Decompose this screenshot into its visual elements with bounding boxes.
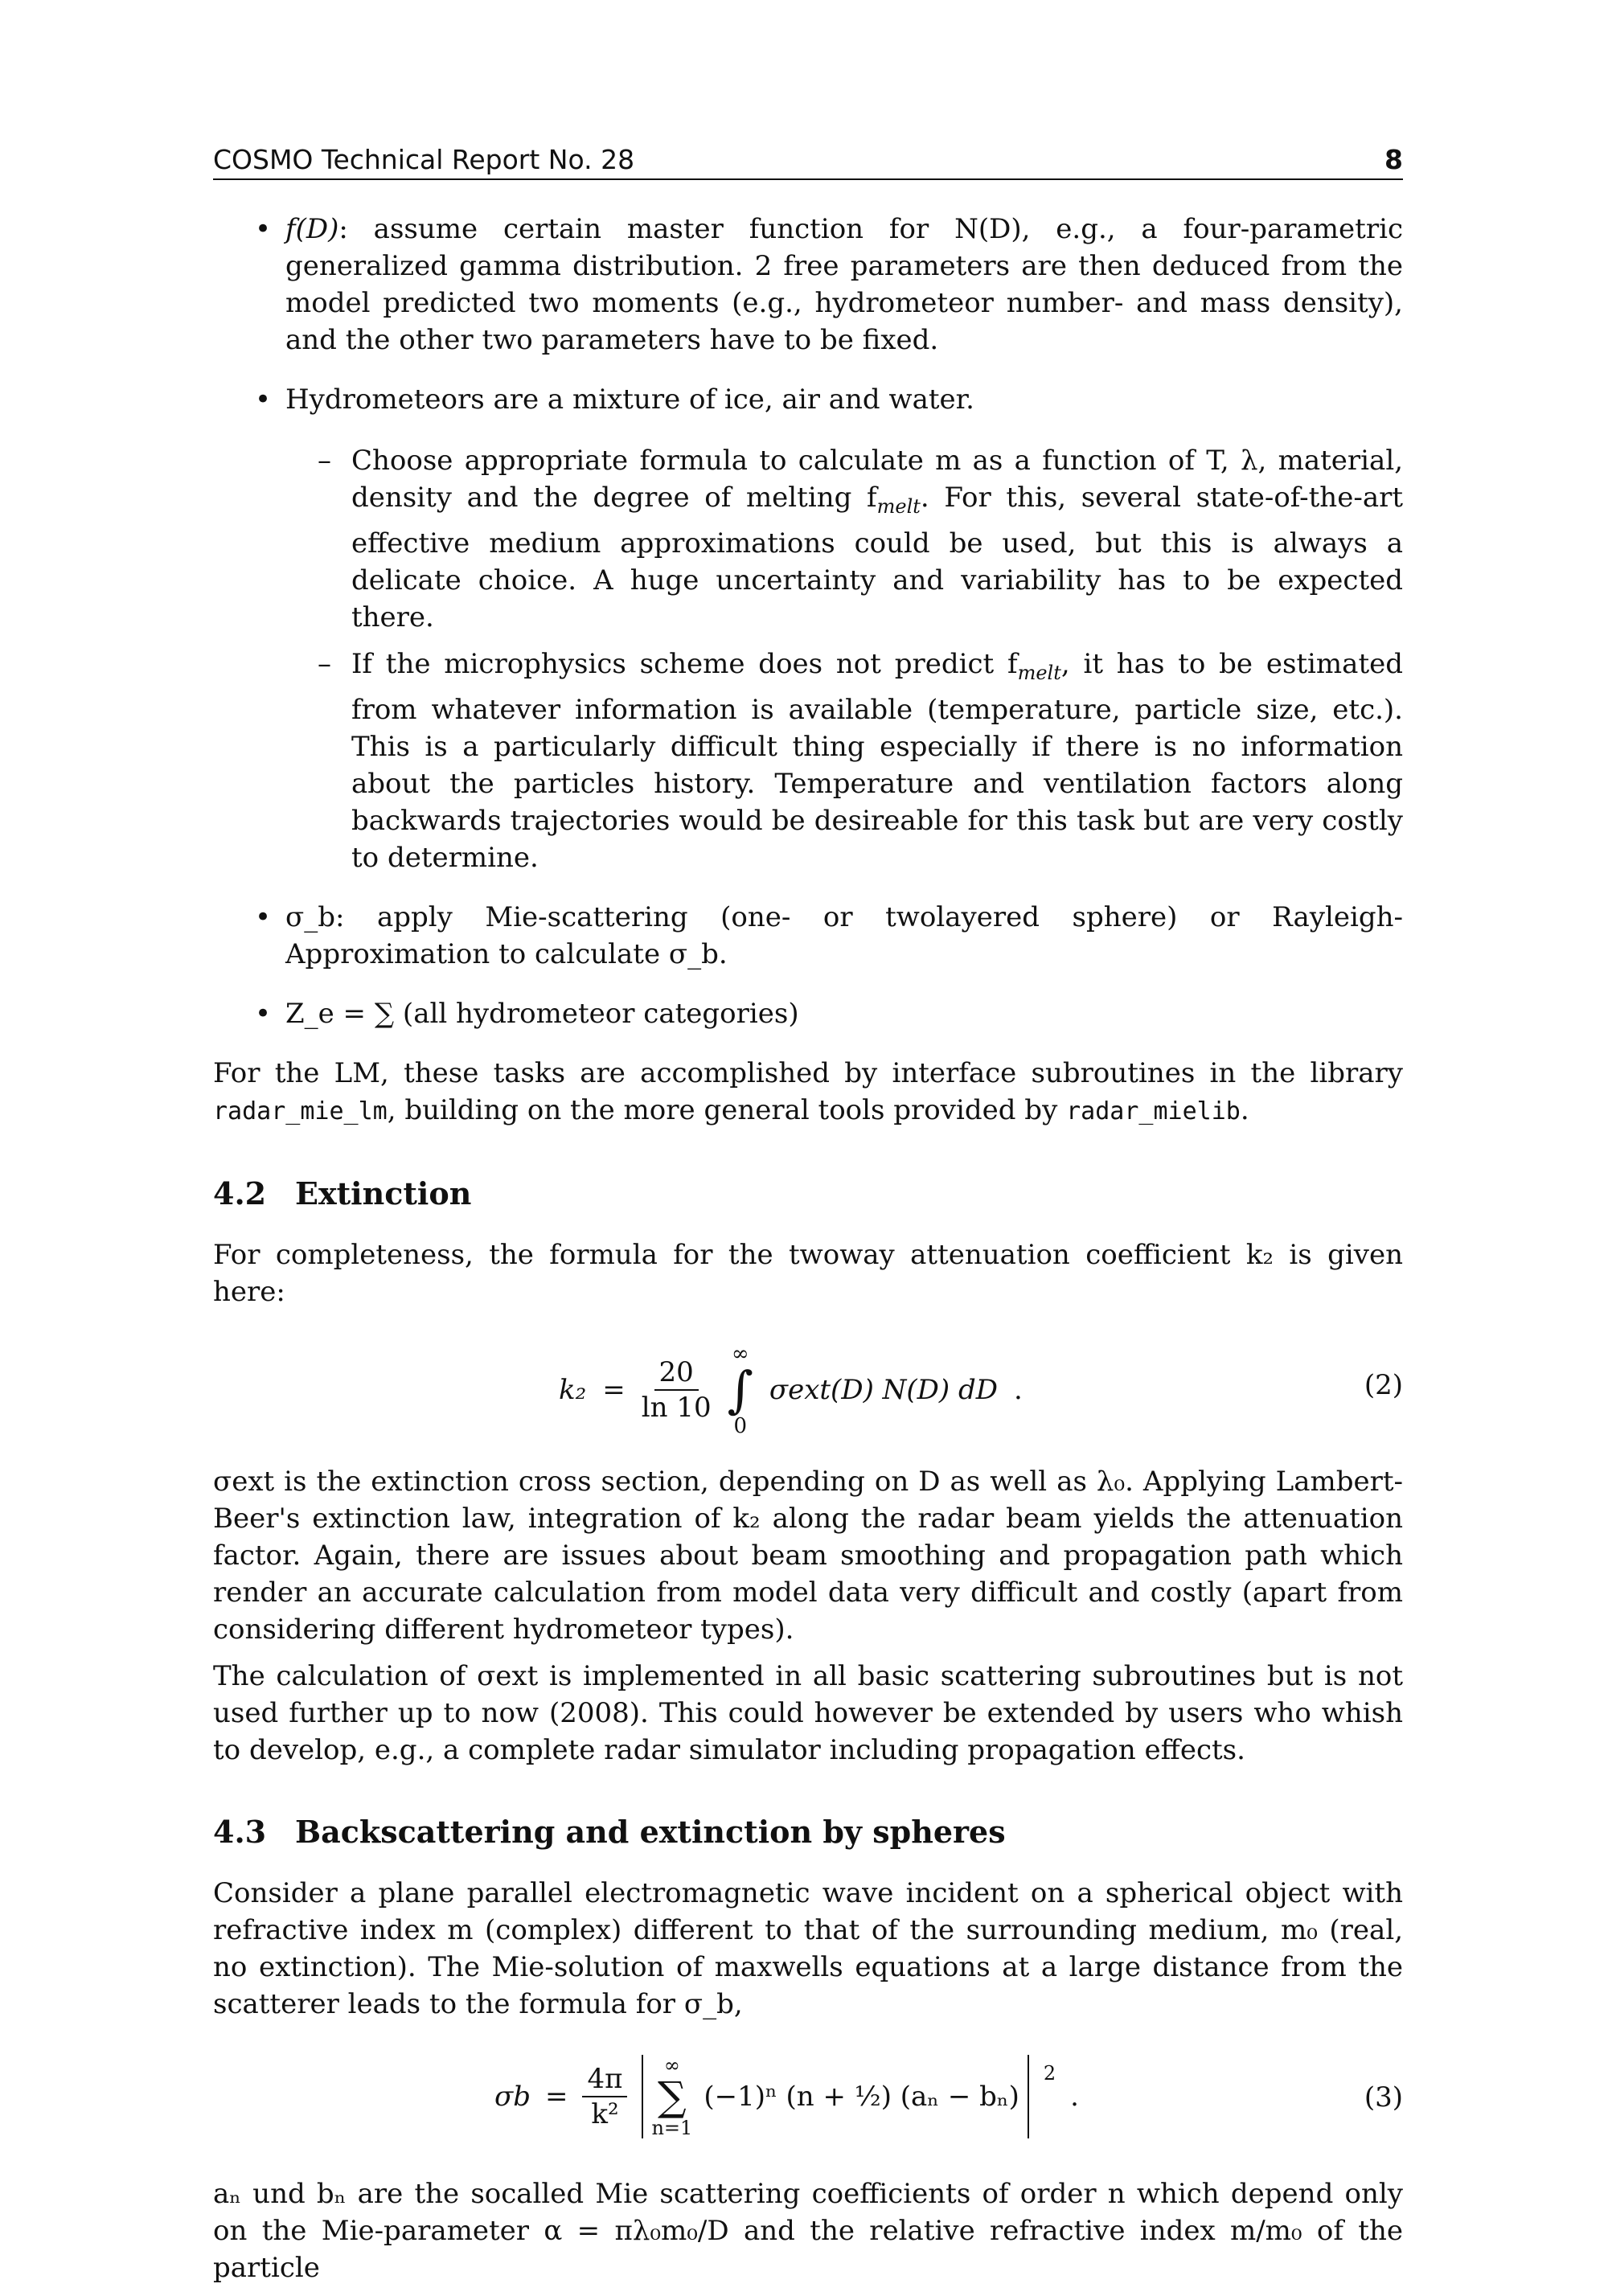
code-radar-mie-lm: radar_mie_lm xyxy=(213,1097,388,1125)
sub-list xyxy=(285,442,1403,876)
page-header xyxy=(213,141,1403,180)
equation-2: k₂ = $\frac{20}{\ln 10}$ ∞ ∫ 0 σext(D) N(D) dD . (2) xyxy=(559,1341,1403,1438)
bullet-item: • Hydrometeors are a mixture of ice, air and water. – Choose appropriate formula to calculate m as a function of T, λ, material, density and the degree of melting $f_{melt}$. For this, several state-of-the-art effective medium approximations could be used, but this is always a delicate choice. A huge uncertainty and variability has to be expected there. – If the microphysics scheme does not predict $f_{melt}$, it has to be estimated from whatever information is available (temperature, particle size, etc.). This is a particularly difficult thing especially if there is no information about the particles history. Temperature and ventilation factors along backwards trajectories would be desireable for this task but are very costly to determine. xyxy=(213,381,1403,876)
paragraph: aₙ und bₙ are the socalled Mie scattering coefficients of order n which depend only on the Mie-parameter α = πλ₀m₀/D and the relative refractive index m/m₀ of the particle xyxy=(213,2177,1403,2284)
bullet-list xyxy=(213,211,1403,1032)
bullet-item: • σ_b: apply Mie-scattering (one- or twolayered sphere) or Rayleigh-Approximation to calculate σ_b. xyxy=(213,899,1403,973)
dash-icon: – xyxy=(318,647,331,680)
paragraph: Consider a plane parallel electromagnetic wave incident on a spherical object with refractive index m (complex) different to that of the surrounding medium, m₀ (real, no extinction). The Mie-solution of maxwells equations at a large distance from the scatterer leads to the formula for σ_b, xyxy=(213,1876,1403,2020)
sum-sign: ∞ ∑ n=1 xyxy=(651,2053,693,2139)
section-heading-4-3: 4.3 Backscattering and extinction by spheres xyxy=(213,1813,1006,1850)
code-radar-mielib: radar_mielib xyxy=(1066,1097,1241,1125)
dash-icon: – xyxy=(318,445,331,477)
page-body xyxy=(213,211,1403,2296)
equation-3: σb = $\frac{4\pi}{\text{k²}}$ ∞ ∑ n=1 (−1)ⁿ (n + ½) (aₙ − bₙ) $^2$ . (3) xyxy=(494,2053,1403,2139)
bullet-item: • f(D): assume certain master function for N(D), e.g., a four-parametric generalized gamma distribution. 2 free parameters are then deduced from the model predicted two moments (e.g., hydrometeor number- and mass density), and the other two parameters have to be fixed. xyxy=(213,211,1403,359)
paragraph: The calculation of σext is implemented in all basic scattering subroutines but is not used further up to now (2008). This could however be extended by users who whish to develop, e.g., a complete radar simulator including propagation effects. xyxy=(213,1659,1403,1766)
section-heading-4-2: 4.2 Extinction xyxy=(213,1175,472,1212)
equation-number: (3) xyxy=(1364,2081,1403,2114)
bullet-icon: • xyxy=(255,900,272,933)
sub-item: – Choose appropriate formula to calculate m as a function of T, λ, material, density and the degree of melting $f_{melt}$. For this, several state-of-the-art effective medium approximations could be used, but this is always a delicate choice. A huge uncertainty and variability has to be expected there. xyxy=(285,442,1403,636)
report-title: COSMO Technical Report No. 28 xyxy=(213,144,635,175)
lm-paragraph: For the LM, these tasks are accomplished by interface subroutines in the library radar_mie_lm, building on the more general tools provided by radar_mielib. xyxy=(213,1056,1403,1126)
paragraph: For completeness, the formula for the twoway attenuation coefficient k₂ is given here: xyxy=(213,1238,1403,1308)
abs-bars: ∞ ∑ n=1 (−1)ⁿ (n + ½) (aₙ − bₙ) xyxy=(642,2055,1028,2138)
equation-number: (2) xyxy=(1364,1368,1403,1401)
bullet-icon: • xyxy=(255,383,272,416)
page-number: 8 xyxy=(1384,144,1403,175)
paragraph: σext is the extinction cross section, depending on D as well as λ₀. Applying Lambert-Beer's extinction law, integration of k₂ along the radar beam yields the attenuation factor. Again, there are issues about beam smoothing and propagation path which render an accurate calculation from model data very difficult and costly (apart from considering different hydrometeor types). xyxy=(213,1465,1403,1646)
bullet-icon: • xyxy=(255,997,272,1030)
bullet-icon: • xyxy=(255,213,272,245)
sub-item: – If the microphysics scheme does not predict $f_{melt}$, it has to be estimated from whatever information is available (temperature, particle size, etc.). This is a particularly difficult thing especially if there is no information about the particles history. Temperature and ventilation factors along backwards trajectories would be desireable for this task but are very costly to determine. xyxy=(285,646,1403,876)
bullet-item: • Z_e = ∑ (all hydrometeor categories) xyxy=(213,995,1403,1032)
integral-sign: ∞ ∫ 0 xyxy=(727,1341,753,1438)
